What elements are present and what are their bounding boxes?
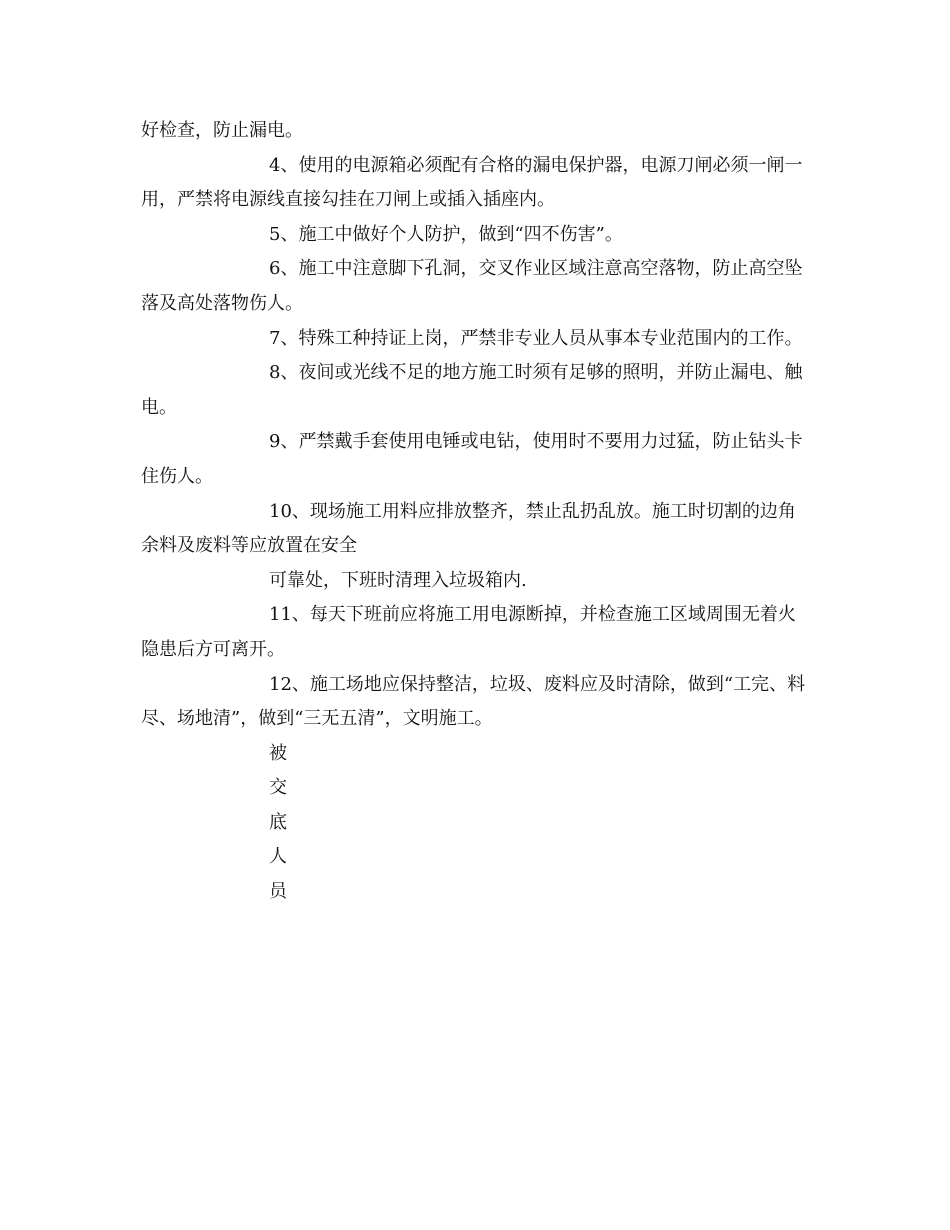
paragraph-item-8: 8、夜间或光线不足的地方施工时须有足够的照明，并防止漏电、触电。: [141, 362, 803, 418]
paragraph-item-7: 7、特殊工种持证上岗，严禁非专业人员从事本专业范围内的工作。: [269, 327, 803, 349]
label-char: 底: [269, 811, 287, 833]
document-body: [141, 114, 813, 910]
paragraph-item-5: 5、施工中做好个人防护，做到“四不伤害”。: [269, 223, 623, 245]
paragraph-item-12: 12、施工场地应保持整洁，垃圾、废料应及时清除，做到“工完、料尽、场地清”，做到“三无五清”，文明施工。: [141, 673, 806, 730]
recipient-signature-label: [141, 737, 813, 910]
label-char: 员: [269, 881, 287, 903]
label-char: 交: [269, 777, 287, 799]
paragraph-continuation: 好检查，防止漏电。: [141, 120, 303, 141]
label-char: 被: [269, 742, 287, 764]
paragraph-item-4: 4、使用的电源箱必须配有合格的漏电保护器，电源刀闸必须一闸一用，严禁将电源线直接勾挂在刀闸上或插入插座内。: [141, 154, 803, 211]
paragraph-item-6: 6、施工中注意脚下孔洞，交叉作业区域注意高空落物，防止高空坠落及高处落物伤人。: [141, 258, 803, 314]
paragraph-item-11: 11、每天下班前应将施工用电源断掉，并检查施工区域周围无着火隐患后方可离开。: [141, 604, 796, 660]
paragraph-item-10-continued: 可靠处，下班时清理入垃圾箱内.: [269, 569, 527, 591]
paragraph-item-10: 10、现场施工用料应排放整齐，禁止乱扔乱放。施工时切割的边角余料及废料等应放置在安全: [141, 500, 796, 557]
paragraph-item-9: 9、严禁戴手套使用电锤或电钻，使用时不要用力过猛，防止钻头卡住伤人。: [141, 431, 803, 487]
label-char: 人: [269, 846, 287, 868]
